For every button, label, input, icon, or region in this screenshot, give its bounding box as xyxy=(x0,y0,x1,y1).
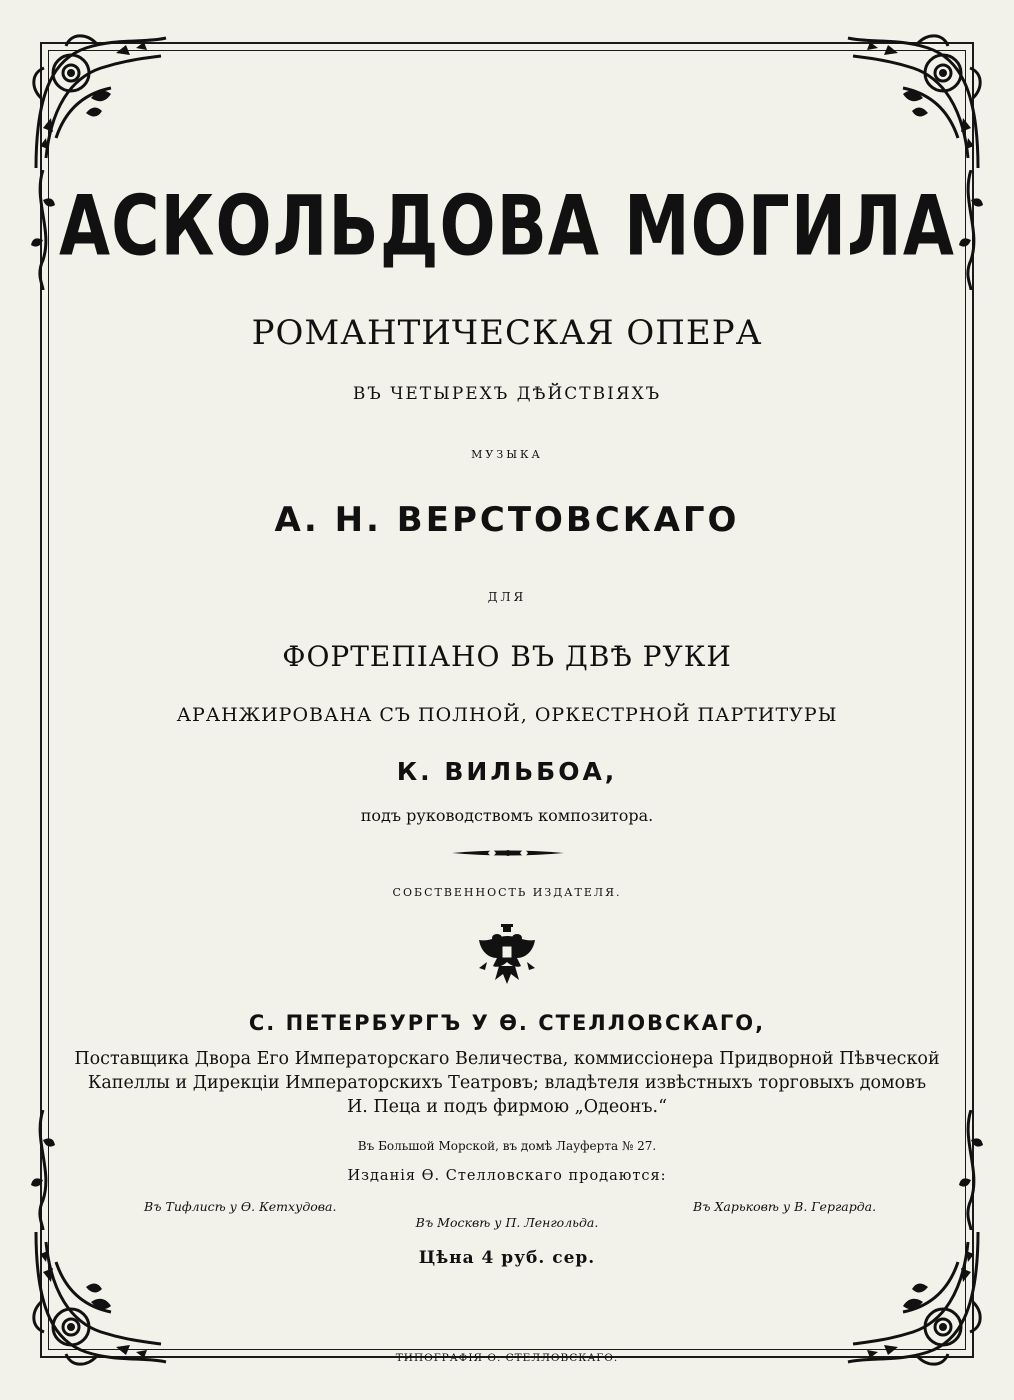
publisher-address: Въ Большой Морской, въ домѣ Лауферта № 27. xyxy=(357,1139,657,1153)
credentials-line-2: Капеллы и Дирекціи Императорскихъ Театровъ; владѣтеля извѣстныхъ торговыхъ домовъ xyxy=(87,1073,927,1093)
acts-line: ВЪ ЧЕТЫРЕХЪ ДѢЙСТВІЯХЪ xyxy=(352,384,662,404)
double-headed-eagle-icon xyxy=(475,922,539,988)
music-label: МУЗЫКА xyxy=(471,448,543,461)
arranger-name: К. ВИЛЬБОА, xyxy=(396,757,618,786)
printer-line: ТИПОГРАФІЯ Ѳ. СТЕЛЛОВСКАГО. xyxy=(395,1352,619,1364)
sales-heading: Изданія Ѳ. Стелловскаго продаются: xyxy=(347,1168,667,1184)
publisher-city: С. ПЕТЕРБУРГЪ У Ѳ. СТЕЛЛОВСКАГО, xyxy=(248,1011,766,1035)
property-line: СОБСТВЕННОСТЬ ИЗДАТЕЛЯ. xyxy=(392,886,622,899)
instrument-line: ФОРТЕПІАНО ВЪ ДВѢ РУКИ xyxy=(282,640,732,673)
seller-moscow: Въ Москвѣ у П. Ленгольда. xyxy=(415,1215,599,1230)
composer-name: А. Н. ВЕРСТОВСКАГО xyxy=(274,500,740,540)
opera-title: АСКОЛЬДОВА МОГИЛА xyxy=(59,178,955,275)
for-label: ДЛЯ xyxy=(487,590,527,604)
price-line: Цѣна 4 руб. сер. xyxy=(418,1248,596,1268)
credentials-line-3: И. Пеца и подъ фирмою „Одеонъ.“ xyxy=(346,1097,668,1117)
publisher-credentials xyxy=(0,1047,1014,1119)
supervision-line: подъ руководствомъ композитора. xyxy=(360,806,654,825)
floral-corner-ornament-icon xyxy=(838,1222,988,1372)
arrangement-line: АРАНЖИРОВАНА СЪ ПОЛНОЙ, ОРКЕСТРНОЙ ПАРТИТУРЫ xyxy=(176,704,838,726)
opera-subtitle: РОМАНТИЧЕСКАЯ ОПЕРА xyxy=(251,313,763,353)
seller-tiflis: Въ Тифлисѣ у Ѳ. Кетхудова. xyxy=(144,1199,337,1214)
seller-kharkov: Въ Харьковѣ у В. Гергарда. xyxy=(693,1199,877,1214)
floral-corner-ornament-icon xyxy=(26,1222,176,1372)
floral-corner-ornament-icon xyxy=(838,28,988,178)
flourish-divider-icon xyxy=(452,846,564,860)
credentials-line-1: Поставщика Двора Его Императорскаго Величества, коммиссіонера Придворной Пѣвческой xyxy=(74,1049,940,1069)
floral-corner-ornament-icon xyxy=(26,28,176,178)
